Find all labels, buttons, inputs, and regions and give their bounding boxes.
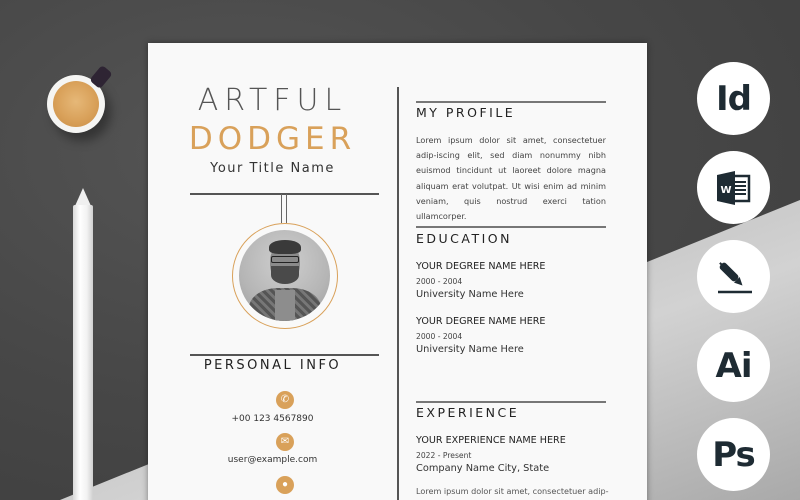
education-heading: EDUCATION: [416, 231, 512, 246]
profile-divider: [416, 101, 606, 103]
word-icon: [697, 151, 770, 224]
personal-info-divider: [190, 354, 379, 356]
first-name: ARTFUL: [197, 83, 348, 118]
experience-years: 2022 - Present: [416, 451, 472, 460]
education-years: 2000 - 2004: [416, 277, 463, 286]
photo-tshirt: [275, 290, 295, 321]
last-name: DODGER: [188, 121, 357, 157]
experience-heading: EXPERIENCE: [416, 405, 520, 420]
location-pin-icon: ●: [276, 476, 294, 494]
phone-number: +00 123 4567890: [231, 414, 314, 424]
word-doc-glyph: [715, 170, 753, 206]
job-title: Your Title Name: [210, 161, 335, 176]
editable-pen-icon: [697, 240, 770, 313]
email-address: user@example.com: [227, 455, 318, 465]
illustrator-label: Ai: [715, 345, 752, 386]
education-school: University Name Here: [416, 289, 524, 300]
pencil-tip: [75, 188, 91, 206]
photoshop-icon: [697, 418, 770, 491]
education-divider: [416, 226, 606, 228]
experience-text: Lorem ipsum dolor sit amet, consectetuer adip-: [416, 486, 609, 496]
experience-company: Company Name City, State: [416, 463, 550, 474]
photo-glasses: [271, 256, 299, 263]
pen-glyph: [714, 257, 754, 297]
profile-photo-frame: [232, 223, 338, 329]
education-years: 2000 - 2004: [416, 332, 463, 341]
personal-info-heading: PERSONAL INFO: [203, 358, 342, 373]
photo-hair: [269, 240, 301, 254]
phone-icon: ✆: [276, 391, 294, 409]
education-school: University Name Here: [416, 344, 524, 355]
resume-page: [148, 43, 647, 500]
indesign-label: Id: [716, 78, 751, 119]
svg-text:W: W: [719, 184, 732, 196]
experience-divider: [416, 401, 606, 403]
stylus-pencil-decoration: [73, 205, 93, 500]
column-divider: [397, 87, 399, 500]
coffee: [53, 81, 99, 127]
profile-heading: MY PROFILE: [416, 105, 516, 120]
illustrator-icon: [697, 329, 770, 402]
experience-title: YOUR EXPERIENCE NAME HERE: [416, 435, 566, 446]
profile-photo: [239, 230, 330, 321]
resume-left-column: [148, 43, 397, 500]
profile-text: Lorem ipsum dolor sit amet, consectetuer adip-iscing elit, sed diam nonummy nibh euismod tincidunt ut laoreet dolore magna aliquam erat volutpat. Ut wisi enim ad minim veniam, quis nostrud exerci tation ullamcorper.: [416, 135, 606, 222]
indesign-icon: [697, 62, 770, 135]
education-degree: YOUR DEGREE NAME HERE: [416, 316, 546, 327]
photo-beard: [271, 266, 299, 284]
photoshop-label: Ps: [712, 434, 755, 475]
mail-icon: ✉: [276, 433, 294, 451]
photo-hanger-lines: [281, 194, 287, 223]
coffee-cup-decoration: [47, 75, 105, 133]
education-degree: YOUR DEGREE NAME HERE: [416, 261, 546, 272]
